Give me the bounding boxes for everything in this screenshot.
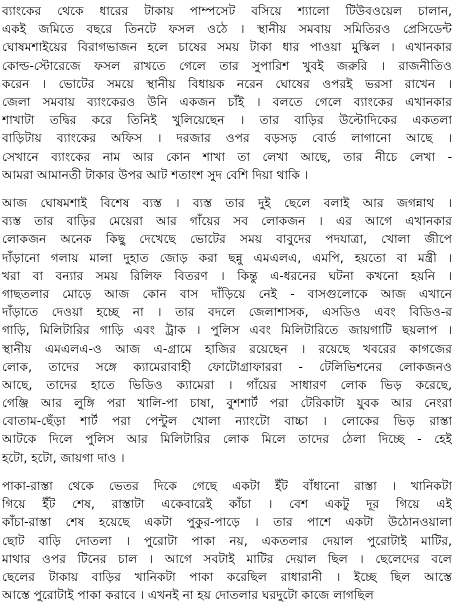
text-line: শাখাটা তদ্বির করে তিনিই খুলিয়েছেন । তার বাড়ির উল্টোদিকের একতলা [2,113,452,128]
text-line: সেখানে ব্যাংকের নাম আর কোন শাখা তা লেখা আছে, তার নীচে লেখা - [2,149,452,164]
text-line: ছোট বাড়ি দোতলা । পুরোটা পাকা নয়, একতলার দেয়াল পুরোটাই মাটির, [2,533,452,548]
text-line: বাড়িটায় ব্যাংকের অফিস । দরজার ওপর বড়সড় বোর্ড লাগানো আছে । [2,131,452,146]
text-line: বোতাম-ছেঁড়া শার্ট পরা পেন্টুল খোলা ন্যাংটো বাচ্চা । লোকের ভিড় রাস্তা [2,414,452,429]
text-line: আস্তে পুরোটাই পাকা করাবে । এখনই না হয় দোতলার ঘরদুটো কাজে লাগছিল [2,588,374,603]
text-line: ঘোষমশাইয়ের বিরাগভাজন হলে চাষের সময় টাকা ধার পাওয়া মুস্কিল । এখানকার [2,40,452,55]
text-line: গিয়ে ইঁট শেষ, রাস্তাটা একেবারেই কাঁচা । বেশ একটু দূর গিয়ে এই [2,497,452,512]
text-line: গাছতলার মোড়ে আজ কোন বাস দাঁড়িয়ে নেই - বাসগুলোকে আজ এখানে [2,286,452,301]
text-line: কাঁচা-রাস্তা শেষ হয়েছে একটা পুকুর-পাড়ে । তার পাশে একটা উঠোনওয়ালা [2,515,452,530]
text-line: আমরা আমানতী টাকার উপর আট শতাংশ সুদ বেশি দিয়া থাকি । [2,167,309,182]
paragraph-2 [2,194,452,467]
text-line: ব্যস্ত তার বাড়ির মেয়েরা আর গাঁয়ের সব লোকজন । এর আগে এখানকার [2,214,452,229]
text-line: আছে, তাদের হাতে ভিডিও ক্যামেরা । গাঁয়ের সাধারণ লোক ভিড় করেছে, [2,377,452,392]
text-line: কোল্ড-স্টোরেজে ফসল রাখতে গেলে তার সুপারিশ খুবই জরুরি । রাজনীতিও [2,58,452,73]
text-line: একই জমিতে বছরে তিনটে ফসল ওঠে । স্থানীয় সমবায় সমিতিরও প্রেসিডেন্ট [2,22,452,37]
text-line: দাঁড়ানো গলায় মালা দুহাত জোড় করা ছন্নু এমএলএ, এমপি, হয়তো বা মন্ত্রী । [2,250,452,265]
text-line: লোক, তাদের সঙ্গে ক্যামেরাবাহী ফোটোগ্রাফাররা - টেলিভিশনের লোকজনও [2,359,452,374]
text-line: স্থানীয় এমএলএ-ও আজ এ-গ্রামে হাজির রয়েছেন । রয়েছে খবরের কাগজের [2,341,452,356]
text-line: পাকা-রাস্তা থেকে ভেতর দিকে গেছে একটা ইঁট বাঁধানো রাস্তা । খানিকটা [2,479,452,493]
text-line: জেলা সমবায় ব্যাংকেরও উনি একজন চাঁই । বলতে গেলে ব্যাংকের এখানকার [2,94,452,109]
text-line: দাঁড়াতে দেওয়া হচ্ছে না । তার বদলে জেলাশাসক, এসডিও এবং বিডিও-র [2,305,452,320]
text-line: আজ ঘোষমশাই বিশেষ ব্যস্ত । ব্যস্ত তার দুই ছেলে বলাই আর জগন্নাথ । [2,196,452,210]
text-line: গেঞ্জি আর লুঙ্গি পরা খালি-পা চাষা, বুশশার্ট পরা টেরিকাটা যুবক আর নেংরা [2,396,452,411]
paragraph-1 [2,2,452,184]
text-line: হটো, হটো, জায়গা দাও । [2,450,125,465]
text-line: ব্যাংকের থেকে ধারের টাকায় পাম্পসেট বসিয়ে শ্যালো টিউবওয়েল চালান, [2,4,452,18]
text-line: আটকে দিলে পুলিস আর মিলিটারির লোক মিলে তাদের ঠেলা দিচ্ছে - হেই [2,432,452,447]
text-line: করেন । ভোটের সময়ে স্থানীয় বিধায়ক নরেন ঘোষের ওপরই ভরসা রাখেন । [2,76,452,91]
text-line: গাড়ি, মিলিটারির গাড়ি এবং ট্রাক । পুলিস এবং মিলিটারিতে জায়গাটি ছয়লাপ । [2,323,452,338]
text-line: খরা বা বন্যার সময় রিলিফ বিতরণ । কিন্তু এ-ধরনের ঘটনা কখনো হয়নি । [2,268,452,283]
text-line: ছেলের টাকায় বাড়ির খানিকটা পাকা করেছিল রাধারানী । ইচ্ছে ছিল আস্তে [2,569,452,584]
paragraph-3 [2,477,452,604]
text-line: মাথার ওপর টিনের চাল । আগে সবটাই মাটির দেয়াল ছিল । ছেলেদের বলে [2,551,452,566]
text-line: লোকজন অনেক কিছু দেখেছে ভোটের সময় বাবুদের পদযাত্রা, খোলা জীপে [2,232,452,247]
